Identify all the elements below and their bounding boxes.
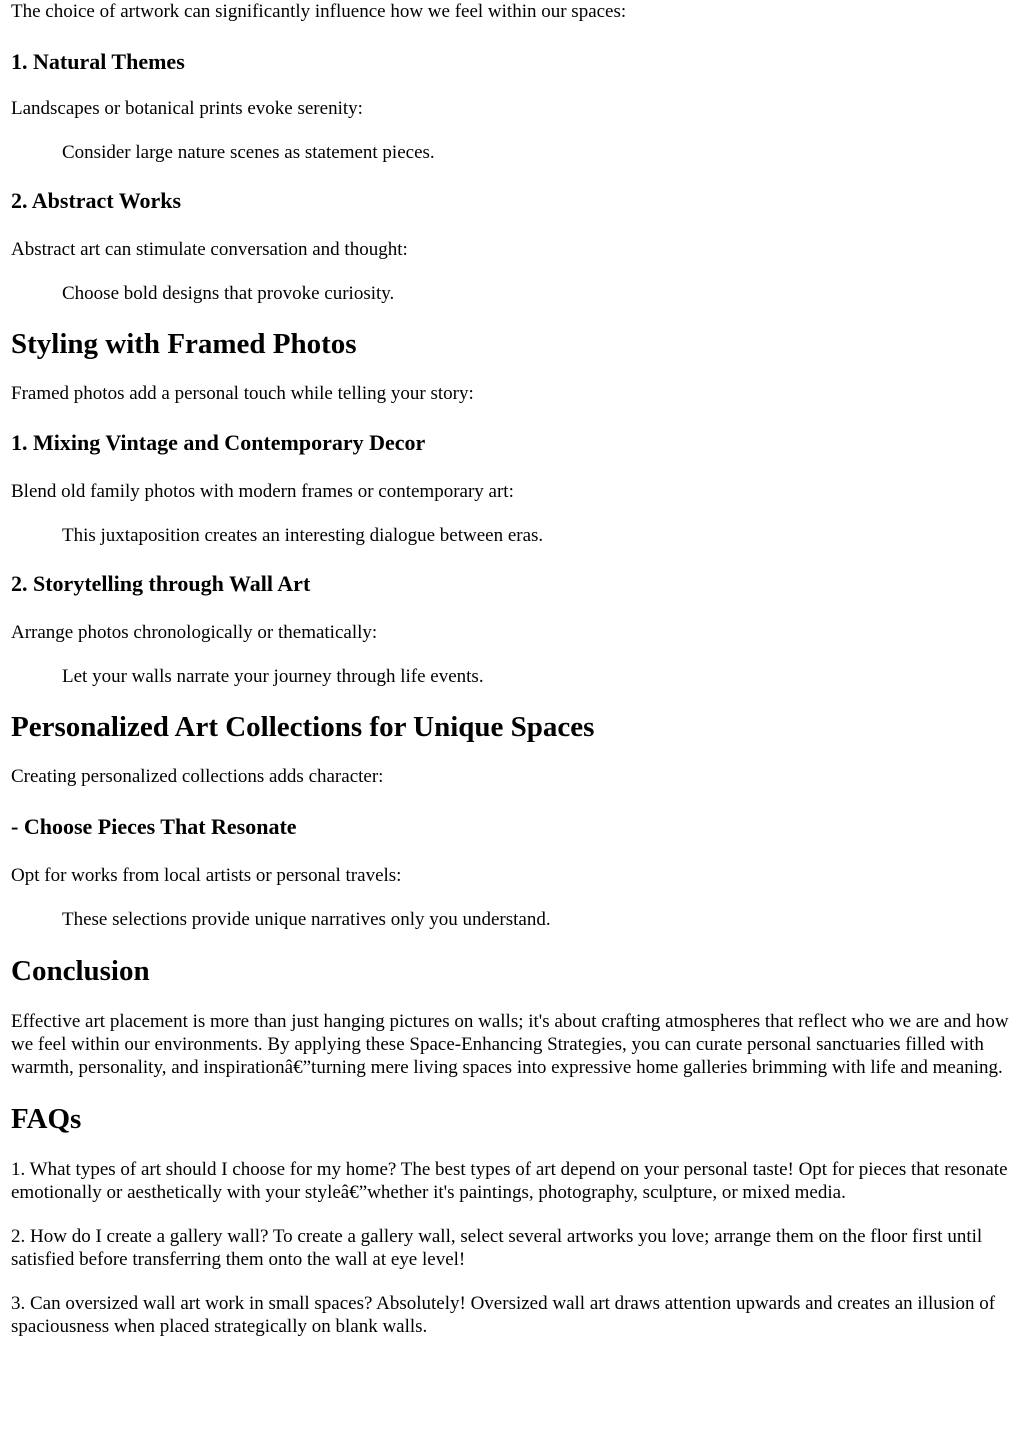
faq-item: 3. Can oversized wall art work in small spaces? Absolutely! Oversized wall art draws attention upwards and creates an illusion of spaciousness when placed strategically on blank walls. <box>11 1293 996 1337</box>
intro-paragraph: The choice of artwork can significantly influence how we feel within our spaces: <box>11 1 627 22</box>
personalized-heading: Personalized Art Collections for Unique Spaces <box>11 711 595 743</box>
faq-item: 2. How do I create a gallery wall? To create a gallery wall, select several artworks you love; arrange them on the floor first until satisfied before transferring them onto the wall at eye level! <box>11 1226 983 1270</box>
natural-themes-heading: 1. Natural Themes <box>11 49 185 74</box>
abstract-works-tip: Choose bold designs that provoke curiosity. <box>62 283 395 304</box>
storytelling-tip: Let your walls narrate your journey through life events. <box>62 666 484 687</box>
natural-themes-text: Landscapes or botanical prints evoke serenity: <box>11 98 363 119</box>
storytelling-heading: 2. Storytelling through Wall Art <box>11 571 311 596</box>
framed-photos-text: Framed photos add a personal touch while telling your story: <box>11 383 474 404</box>
conclusion-heading: Conclusion <box>11 955 150 987</box>
faq-item: 1. What types of art should I choose for my home? The best types of art depend on your personal taste! Opt for pieces that resonate emotionally or aesthetically with your styleâ€”whether it's paintings, photography, sculpture, or mixed media. <box>11 1159 1008 1203</box>
conclusion-text: Effective art placement is more than just hanging pictures on walls; it's about crafting atmospheres that reflect who we are and how we feel within our environments. By applying these Space-Enhancing Strategies, you can curate personal sanctuaries filled with warmth, personality, and inspirationâ€”turning mere living spaces into expressive home galleries brimming with life and meaning. <box>11 1011 1009 1078</box>
choose-pieces-text: Opt for works from local artists or personal travels: <box>11 865 402 886</box>
abstract-works-heading: 2. Abstract Works <box>11 188 182 213</box>
natural-themes-tip: Consider large nature scenes as statement pieces. <box>62 142 435 163</box>
mixing-decor-text: Blend old family photos with modern frames or contemporary art: <box>11 481 514 502</box>
personalized-text: Creating personalized collections adds character: <box>11 766 384 787</box>
abstract-works-text: Abstract art can stimulate conversation and thought: <box>11 239 408 260</box>
faqs-heading: FAQs <box>11 1103 82 1135</box>
mixing-decor-tip: This juxtaposition creates an interesting dialogue between eras. <box>62 525 544 546</box>
framed-photos-heading: Styling with Framed Photos <box>11 328 357 360</box>
choose-pieces-tip: These selections provide unique narratives only you understand. <box>62 909 551 930</box>
mixing-decor-heading: 1. Mixing Vintage and Contemporary Decor <box>11 430 426 455</box>
storytelling-text: Arrange photos chronologically or thematically: <box>11 622 378 643</box>
choose-pieces-heading: - Choose Pieces That Resonate <box>11 814 297 839</box>
